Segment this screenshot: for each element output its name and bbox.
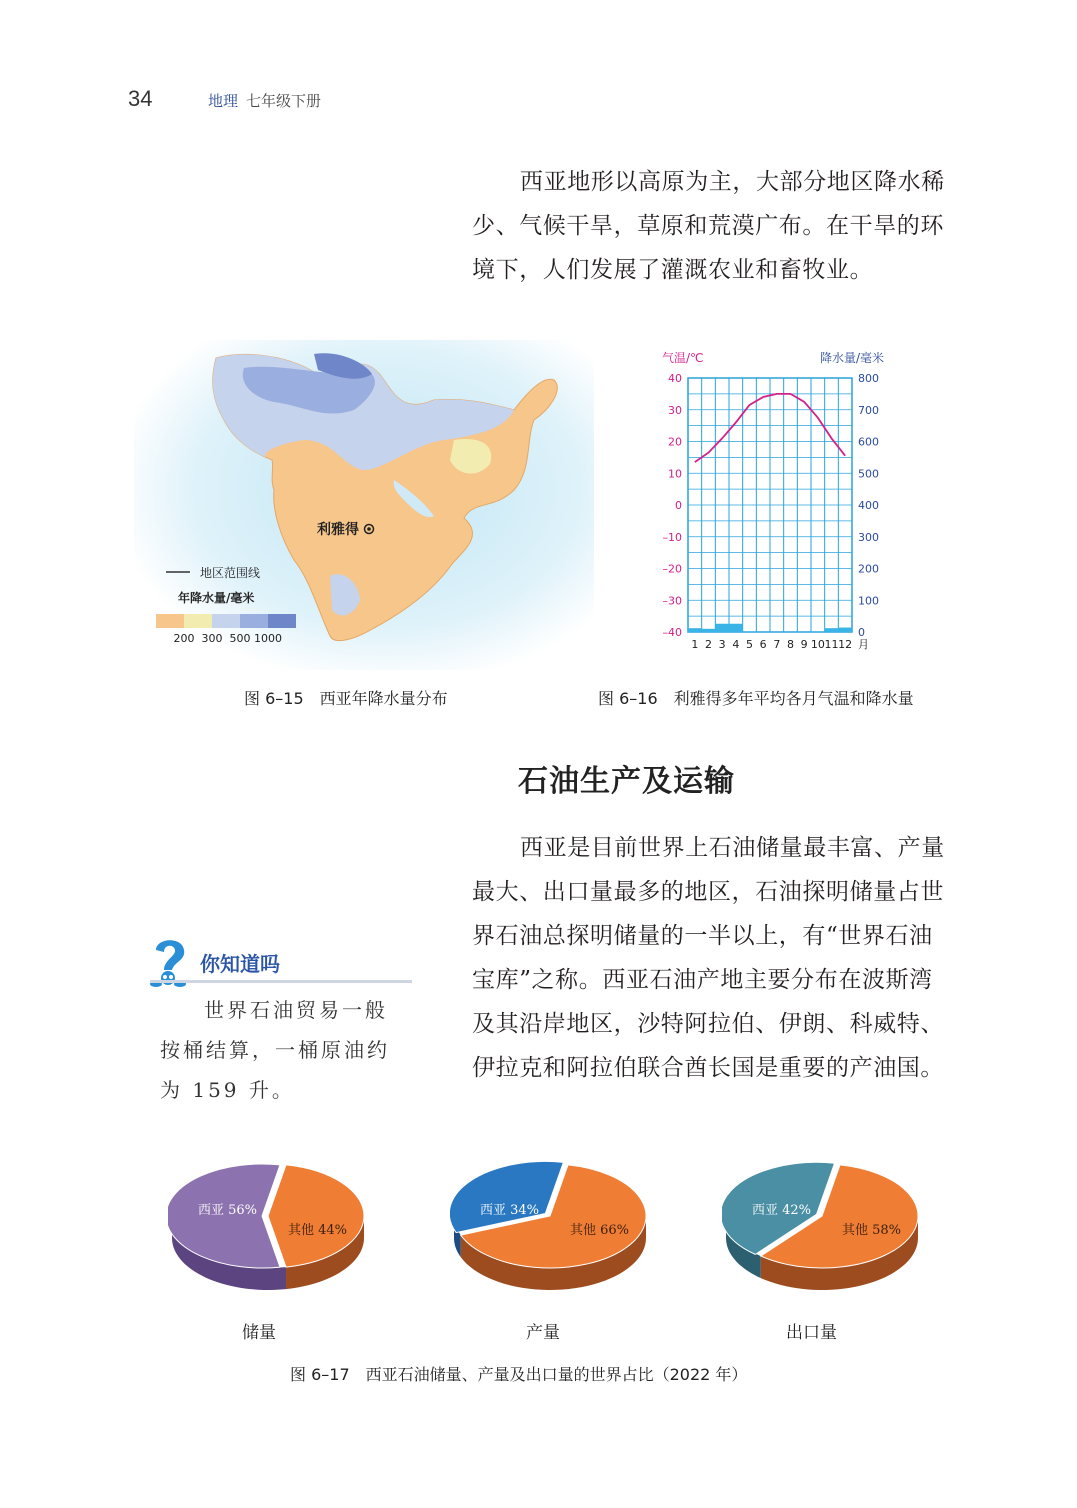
precip-bar — [702, 629, 716, 632]
climate-left-ticks — [663, 372, 683, 639]
precip-tick: 400 — [858, 499, 879, 512]
intro-paragraph-text: 西亚地形以高原为主，大部分地区降水稀少、气候干旱，草原和荒漠广布。在干旱的环境下，人们发展了灌溉农业和畜牧业。 — [472, 169, 945, 283]
month-tick: 2 — [705, 638, 712, 651]
precip-tick: 700 — [858, 403, 879, 417]
oil-paragraph — [472, 826, 950, 1090]
temperature-tick: –30 — [662, 594, 682, 608]
map-city-label: 利雅得 — [317, 522, 359, 538]
pie-label-export: 出口量 — [786, 1323, 837, 1343]
month-tick: 11 — [824, 638, 839, 651]
precipitation-map — [134, 340, 594, 670]
month-tick: 3 — [718, 638, 726, 651]
book-title — [208, 90, 321, 111]
climate-right-axis-label: 降水量/毫米 — [820, 351, 885, 365]
month-tick: 4 — [732, 638, 740, 651]
pie-slice-label-west: 西亚 34% — [480, 1203, 540, 1218]
figure-caption-6-17: 图 6–17 西亚石油储量、产量及出口量的世界占比（2022 年） — [290, 1365, 748, 1384]
precip-tick: 300 — [858, 530, 879, 544]
pie-chart-reserve — [168, 1160, 388, 1310]
legend-swatch — [156, 614, 184, 628]
did-you-know-text — [160, 990, 410, 1110]
figure-caption-6-16: 图 6–16 利雅得多年平均各月气温和降水量 — [598, 689, 914, 708]
month-tick: 12 — [838, 638, 853, 651]
figure-caption-6-15: 图 6–15 西亚年降水量分布 — [244, 689, 448, 708]
legend-title: 年降水量/毫米 — [178, 591, 255, 605]
did-you-know-box — [140, 930, 420, 1110]
month-tick: 5 — [746, 638, 753, 651]
pie-slice-label-other: 其他 66% — [570, 1223, 630, 1238]
legend-swatches — [156, 614, 296, 628]
temperature-tick: –10 — [662, 530, 682, 544]
climate-chart-svg — [640, 342, 920, 662]
precip-tick: 500 — [858, 467, 879, 481]
temperature-tick: –40 — [662, 626, 682, 639]
month-tick: 6 — [759, 638, 767, 651]
pie-slice-label-other: 其他 44% — [288, 1223, 348, 1238]
month-tick: 8 — [787, 638, 794, 651]
legend-tick-label: 300 — [201, 632, 223, 645]
precip-bar — [838, 628, 852, 632]
oil-paragraph-text: 西亚是目前世界上石油储量最丰富、产量最大、出口量最多的地区，石油探明储量占世界石油总探明储量的一半以上，有“世界石油宝库”之称。西亚石油产地主要分布在波斯湾及其沿岸地区，沙特阿拉伯、伊朗、科威特、伊拉克和阿拉伯联合酋长国是重要的产油国。 — [472, 835, 945, 1081]
precip-bar — [729, 624, 743, 632]
section-heading: 石油生产及运输 — [518, 764, 735, 799]
temperature-tick: 30 — [668, 403, 682, 417]
legend-tick-label: 500 — [229, 632, 251, 645]
precip-tick: 100 — [858, 594, 879, 608]
temperature-tick: 10 — [668, 467, 682, 481]
legend-boundary-label: 地区范围线 — [200, 566, 261, 580]
temperature-tick: 20 — [668, 435, 682, 449]
pie-chart-production — [450, 1160, 670, 1310]
legend-swatch — [268, 614, 296, 628]
month-tick: 10 — [810, 638, 825, 651]
did-you-know-title: 你知道吗 — [200, 952, 280, 976]
month-tick: 7 — [773, 638, 781, 651]
climate-x-ticks — [691, 638, 869, 651]
month-tick: 1 — [691, 638, 699, 651]
pie-slice-label-other: 其他 58% — [842, 1223, 902, 1238]
page-number: 34 — [128, 86, 153, 111]
pie-label-reserve: 储量 — [242, 1323, 276, 1343]
precip-bar — [811, 631, 825, 632]
book-title-grade: 七年级下册 — [246, 92, 322, 110]
question-mascot-icon — [144, 934, 194, 994]
intro-paragraph — [472, 160, 950, 292]
legend-tick-label: 200 — [173, 632, 195, 645]
climate-right-ticks — [858, 372, 879, 639]
pie-slice-label-west: 西亚 56% — [198, 1203, 258, 1218]
book-title-subject: 地理 — [208, 92, 239, 110]
did-you-know-text-content: 世界石油贸易一般按桶结算，一桶原油约为 159 升。 — [160, 998, 390, 1102]
month-unit: 月 — [858, 638, 869, 651]
temperature-tick: 0 — [675, 499, 682, 512]
precip-bar — [825, 628, 839, 632]
climate-grid — [688, 378, 852, 632]
pie-chart-export — [722, 1160, 942, 1310]
legend-swatch — [212, 614, 240, 628]
did-you-know-divider — [150, 980, 412, 983]
pie-label-production: 产量 — [526, 1323, 560, 1343]
precipitation-map-graphic — [134, 340, 594, 670]
precip-bar — [688, 628, 702, 632]
temperature-tick: 40 — [668, 372, 682, 385]
riyadh-marker-dot — [367, 527, 371, 531]
legend-swatch — [184, 614, 212, 628]
pie-slice-label-west: 西亚 42% — [752, 1203, 812, 1218]
temperature-tick: –20 — [662, 562, 682, 576]
legend-tick-label: 1000 — [254, 632, 282, 645]
precip-tick: 600 — [858, 435, 879, 449]
climate-chart — [640, 342, 920, 662]
month-tick: 9 — [800, 638, 808, 651]
precip-bar — [743, 631, 757, 632]
climate-left-axis-label: 气温/℃ — [662, 351, 704, 365]
legend-swatch — [240, 614, 268, 628]
precip-bar — [715, 624, 729, 632]
precip-tick: 200 — [858, 562, 879, 576]
precip-tick: 0 — [858, 626, 865, 639]
precip-tick: 800 — [858, 372, 879, 385]
